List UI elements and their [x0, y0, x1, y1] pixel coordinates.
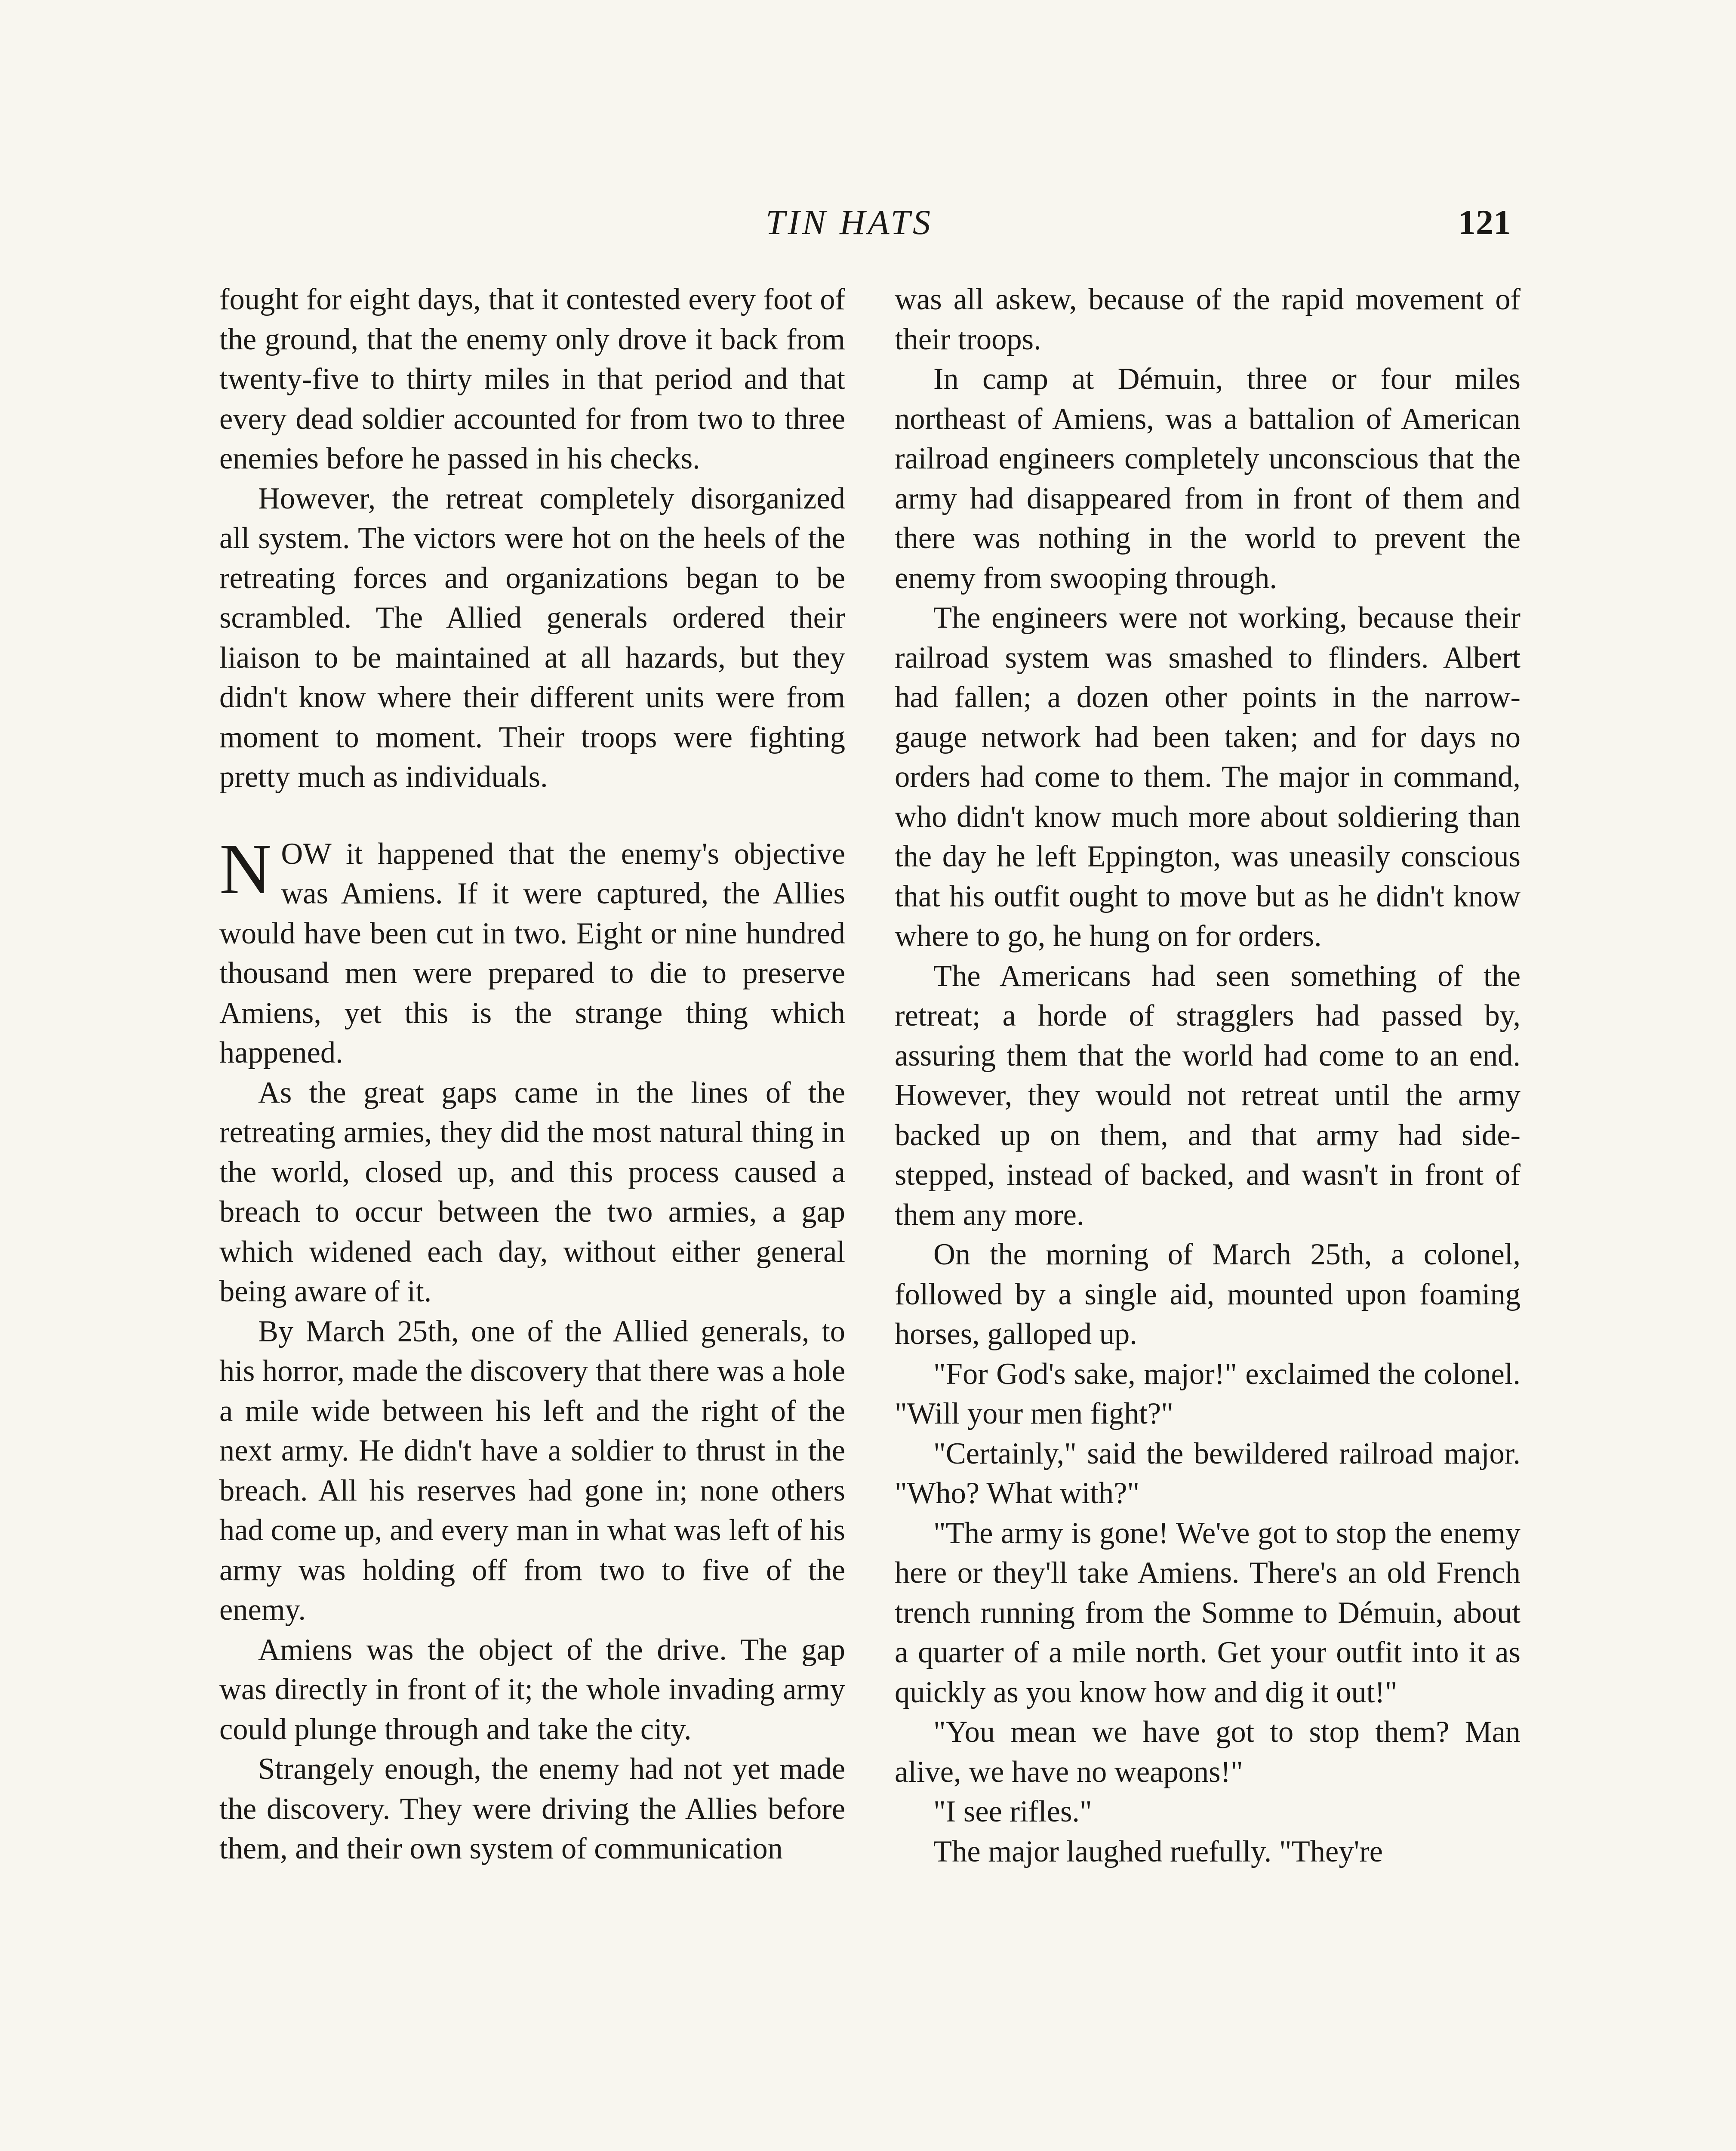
paragraph: The Americans had seen something of the retreat; a horde of stragglers had passed by, assuring them that the world had come to an end. However, they would not retreat until the army backed up on them, and that army had side-stepped, instead of backed, and wasn't in front of them any more.	[895, 959, 1521, 1232]
paragraph: By March 25th, one of the Allied generals, to his horror, made the discovery that there was a hole a mile wide between his left and the right of the next army. He didn't have a soldier to thrust in the breach. All his reserves had gone in; none others had come up, and every man in what was left of his army was holding off from two to five of the enemy.	[219, 1314, 845, 1627]
paragraph: In camp at Démuin, three or four miles northeast of Amiens, was a battalion of American railroad engineers completely unconscious that the army had disappeared from in front of them and there was nothing in the world to prevent the enemy from swooping through.	[895, 362, 1521, 595]
paragraph-text: OW it happened that the enemy's objective was Amiens. If it were captured, the Allies would have been cut in two. Eight or nine hundred thousand men were prepared to die to preserve Amiens, yet this is the strange thing which happened.	[219, 837, 845, 1069]
paragraph: The major laughed ruefully. "They're	[933, 1834, 1383, 1868]
right-column	[895, 280, 1521, 1871]
paragraph: "I see rifles."	[933, 1795, 1092, 1828]
section-paragraph	[219, 829, 845, 1073]
paragraph: "The army is gone! We've got to stop the enemy here or they'll take Amiens. There's an old French trench running from the Somme to Démuin, about a quarter of a mile north. Get your outfit into it as quickly as you know how and dig it out!"	[895, 1516, 1521, 1709]
drop-cap: N	[219, 829, 272, 909]
paragraph: Strangely enough, the enemy had not yet made the discovery. They were driving the Allies before them, and their own system of communication	[219, 1752, 845, 1865]
paragraph: However, the retreat completely disorganized all system. The victors were hot on the heels of the retreating forces and organizations began to be scrambled. The Allied generals ordered their liaison to be maintained at all hazards, but they didn't know where their different units were from moment to moment. Their troops were fighting pretty much as individuals.	[219, 481, 845, 794]
paragraph: was all askew, because of the rapid movement of their troops.	[895, 283, 1521, 356]
paragraph: fought for eight days, that it contested every foot of the ground, that the enemy only drove it back from twenty-five to thirty miles in that period and that every dead soldier accounted for from two to three enemies before he passed in his checks.	[219, 283, 845, 475]
left-column	[219, 280, 845, 1869]
paragraph: "You mean we have got to stop them? Man alive, we have no weapons!"	[895, 1715, 1521, 1789]
paragraph: The engineers were not working, because their railroad system was smashed to flinders. Albert had fallen; a dozen other points in the narrow-gauge network had been taken; and for days no orders had come to them. The major in command, who didn't know much more about soldiering than the day he left Eppington, was uneasily conscious that his outfit ought to move but as he didn't know where to go, he hung on for orders.	[895, 601, 1521, 953]
paragraph: "Certainly," said the bewildered railroad major. "Who? What with?"	[895, 1436, 1521, 1510]
paragraph: As the great gaps came in the lines of the retreating armies, they did the most natural thing in the world, closed up, and this process caused a breach to occur between the two armies, a gap which widened each day, without either general being aware of it.	[219, 1076, 845, 1308]
paragraph: Amiens was the object of the drive. The gap was directly in front of it; the whole invading army could plunge through and take the city.	[219, 1633, 845, 1746]
paragraph: "For God's sake, major!" exclaimed the colonel. "Will your men fight?"	[895, 1357, 1521, 1430]
running-title: TIN HATS	[766, 203, 933, 242]
page-number: 121	[1458, 203, 1511, 242]
paragraph: On the morning of March 25th, a colonel, followed by a single aid, mounted upon foaming horses, galloped up.	[895, 1238, 1521, 1351]
